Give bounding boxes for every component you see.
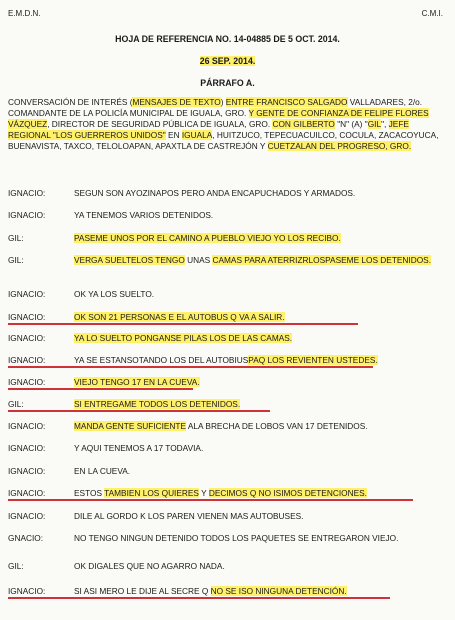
speaker-label: IGNACIO: <box>8 188 46 198</box>
plain-text: ALA BRECHA DE LOBOS VAN 17 DETENIDOS. <box>186 421 368 431</box>
red-underline <box>8 410 270 412</box>
message-text <box>74 355 446 366</box>
header-right-code: C.M.I. <box>421 9 443 18</box>
plain-text: NO TENGO NINGUN DETENIDO TODOS LOS PAQUETES SE ENTREGARON VIEJO. <box>74 533 399 543</box>
document-date-text: 26 SEP. 2014. <box>199 56 256 66</box>
speaker-label: IGNACIO: <box>8 377 46 387</box>
red-underline <box>8 499 413 501</box>
highlighted-text: NO SE ISO NINGUNA DETENCIÓN. <box>210 586 347 596</box>
highlighted-text: DECIMOS Q NO ISIMOS DETENCIONES. <box>208 488 367 498</box>
intro-text: EN <box>165 129 182 140</box>
header-left-code: E.M.D.N. <box>8 9 41 18</box>
plain-text: Y AQUI TENEMOS A 17 TODAVIA. <box>74 443 204 453</box>
intro-text: ", <box>381 118 389 129</box>
message-text <box>74 312 446 323</box>
speaker-label: IGNACIO: <box>8 421 46 431</box>
highlighted-text: PAQ LOS REVIENTEN USTEDES. <box>248 355 378 365</box>
speaker-label: IGNACIO: <box>8 443 46 453</box>
intro-text: ) <box>220 97 226 107</box>
speaker-label: GIL: <box>8 561 24 571</box>
highlighted-text: SI ENTREGAME TODOS LOS DETENIDOS. <box>74 399 241 409</box>
highlighted-text: CAMAS PARA ATERRIZRLOSPASEME LOS DETENIDOS. <box>212 255 432 265</box>
highlighted-text: JEFE REGIONAL "LOS GUERREROS UNIDOS" <box>8 118 409 140</box>
message-text <box>74 561 446 572</box>
plain-text: YA TENEMOS VARIOS DETENIDOS. <box>74 210 214 220</box>
plain-text: OK YA LOS SUELTO. <box>74 289 155 299</box>
highlighted-text: GIL <box>367 118 382 129</box>
plain-text: UNAS <box>184 255 213 265</box>
highlighted-text: PASEME UNOS POR EL CAMINO A PUEBLO VIEJO YO LOS RECIBO. <box>74 233 341 243</box>
document-title: HOJA DE REFERENCIA NO. 14-04885 DE 5 OCT. 2014. <box>115 34 340 44</box>
highlighted-text: OK SON 21 PERSONAS E EL AUTOBUS Q VA A SALIR. <box>74 312 285 322</box>
document-date <box>0 56 455 66</box>
highlighted-text: VERGA SUELTELOS TENGO <box>74 255 185 265</box>
speaker-label: IGNACIO: <box>8 289 46 299</box>
highlighted-text: IGUALA <box>181 129 213 140</box>
intro-text: , DIRECTOR DE SEGURIDAD PÚBLICA DE IGUALA, GRO. <box>47 118 273 129</box>
red-underline <box>8 323 358 325</box>
highlighted-text: VIEJO TENGO 17 EN LA CUEVA. <box>74 377 200 387</box>
red-underline <box>8 388 193 390</box>
plain-text: EN LA CUEVA. <box>74 466 131 476</box>
speaker-label: IGNACIO: <box>8 355 46 365</box>
red-underline <box>8 366 373 368</box>
highlighted-text: CUETZALAN DEL PROGRESO, GRO. <box>267 140 412 151</box>
highlighted-text: YA LO SUELTO PONGANSE PILAS LOS DE LAS CAMAS. <box>74 333 293 343</box>
message-text <box>74 377 446 388</box>
plain-text: DILE AL GORDO K LOS PAREN VIENEN MAS AUTOBUSES. <box>74 511 304 521</box>
speaker-label: GIL: <box>8 399 24 409</box>
message-text <box>74 421 446 432</box>
highlighted-text: Y GENTE DE CONFIANZA DE FELIPE FLORES VÁZQUEZ <box>8 107 429 129</box>
highlighted-text: MENSAJES DE TEXTO <box>132 97 221 107</box>
speaker-label: GNACIO: <box>8 533 44 543</box>
message-text <box>74 399 446 410</box>
message-text <box>74 511 446 522</box>
highlighted-text: TAMBIEN LOS QUIERES <box>104 488 199 498</box>
plain-text: OK DIGALES QUE NO AGARRO NADA. <box>74 561 225 571</box>
message-text <box>74 443 446 454</box>
message-text <box>74 533 446 544</box>
intro-paragraph <box>8 97 448 152</box>
message-text <box>74 233 446 244</box>
message-text <box>74 255 446 266</box>
paragraph-heading: PÁRRAFO A. <box>200 78 255 88</box>
plain-text: YA SE ESTANSOTANDO LOS DEL AUTOBIUS <box>74 355 249 365</box>
plain-text: ESTOS <box>74 488 105 498</box>
highlighted-text: MANDA GENTE SUFICIENTE <box>74 421 187 431</box>
speaker-label: IGNACIO: <box>8 586 46 596</box>
intro-text: "N" (A) " <box>334 118 368 129</box>
intro-text: VALLADARES, 2/o. COMANDANTE DE LA POLICÍA MUNICIPAL DE IGUALA, GRO. <box>8 97 423 118</box>
message-text <box>74 466 446 477</box>
speaker-label: GIL: <box>8 233 24 243</box>
message-text <box>74 289 446 300</box>
message-text <box>74 488 446 499</box>
intro-text: CONVERSACIÓN DE INTERÉS ( <box>8 97 133 107</box>
speaker-label: IGNACIO: <box>8 312 46 322</box>
red-underline <box>8 597 390 599</box>
intro-text: , HUITZUCO, TEPECUACUILCO, COCULA, ZACACOYUCA, BUENAVISTA, TAXCO, TELOLOAPAN, APAXTLA DE CASTREJÓN Y <box>8 129 439 151</box>
plain-text: SI ASI MERO LE DIJE AL SECRE Q <box>74 586 211 596</box>
message-text <box>74 188 446 199</box>
message-text <box>74 586 446 597</box>
highlighted-text: ENTRE FRANCISCO SALGADO <box>225 97 348 107</box>
message-text <box>74 210 446 221</box>
speaker-label: IGNACIO: <box>8 488 46 498</box>
speaker-label: GIL: <box>8 255 24 265</box>
highlighted-text: CON GILBERTO <box>272 118 335 129</box>
plain-text: Y <box>198 488 209 498</box>
plain-text: SEGUN SON AYOZINAPOS PERO ANDA ENCAPUCHADOS Y ARMADOS. <box>74 188 356 198</box>
speaker-label: IGNACIO: <box>8 333 46 343</box>
speaker-label: IGNACIO: <box>8 466 46 476</box>
message-text <box>74 333 446 344</box>
speaker-label: IGNACIO: <box>8 511 46 521</box>
speaker-label: IGNACIO: <box>8 210 46 220</box>
